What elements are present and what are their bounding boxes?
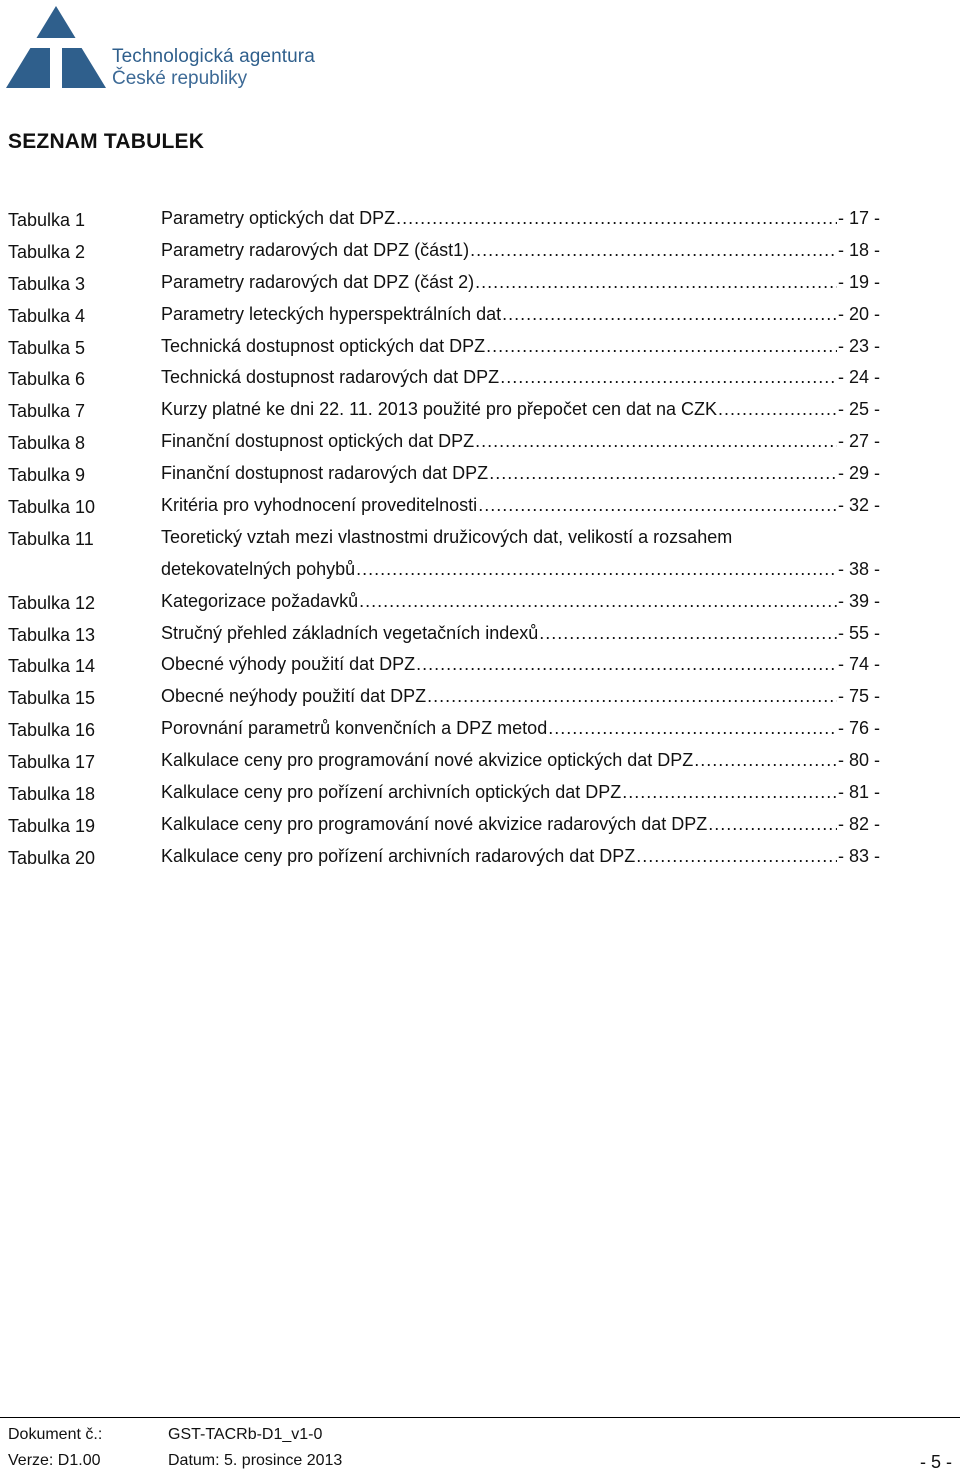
table-list bbox=[8, 206, 880, 876]
toc-entry-title: Technická dostupnost optických dat DPZ bbox=[161, 335, 486, 356]
toc-entry[interactable] bbox=[8, 748, 880, 780]
toc-entry-page: - 38 - bbox=[837, 558, 880, 579]
toc-entry-page: - 74 - bbox=[837, 654, 880, 675]
toc-entry-body bbox=[161, 458, 880, 490]
dot-leader bbox=[548, 713, 837, 745]
toc-entry-body bbox=[161, 809, 880, 841]
toc-entry[interactable] bbox=[8, 780, 880, 812]
dot-leader bbox=[475, 426, 837, 458]
toc-entry-title: Kalkulace ceny pro programování nové akvizice optických dat DPZ bbox=[161, 750, 694, 771]
toc-entry[interactable] bbox=[8, 493, 880, 525]
toc-entry-label: Tabulka 1 bbox=[8, 210, 86, 230]
toc-entry-label: Tabulka 20 bbox=[8, 847, 96, 868]
toc-entry[interactable] bbox=[8, 716, 880, 748]
dot-leader bbox=[356, 554, 837, 586]
toc-entry-page: - 76 - bbox=[837, 718, 880, 739]
toc-entry-page: - 23 - bbox=[837, 335, 880, 356]
toc-entry-body bbox=[161, 681, 880, 713]
toc-entry[interactable] bbox=[8, 429, 880, 461]
dot-leader bbox=[478, 490, 837, 522]
toc-entry-body bbox=[161, 235, 880, 267]
toc-entry[interactable] bbox=[8, 621, 880, 653]
toc-entry-title: detekovatelných pohybů bbox=[161, 558, 356, 579]
dot-leader bbox=[539, 618, 837, 650]
footer-doc-value: GST-TACRb-D1_v1-0 bbox=[168, 1426, 323, 1443]
toc-entry[interactable] bbox=[8, 812, 880, 844]
toc-entry[interactable] bbox=[8, 589, 880, 621]
toc-entry-body bbox=[161, 618, 880, 650]
dot-leader bbox=[502, 299, 837, 331]
toc-entry-title: Teoretický vztah mezi vlastnostmi družicových dat, velikostí a rozsahem bbox=[161, 526, 733, 547]
toc-entry[interactable] bbox=[8, 397, 880, 429]
toc-entry-label: Tabulka 4 bbox=[8, 305, 86, 326]
toc-entry-page: - 29 - bbox=[837, 463, 880, 484]
toc-entry[interactable] bbox=[8, 206, 880, 238]
logo-line-2: České republiky bbox=[112, 68, 248, 89]
toc-entry-page: - 83 - bbox=[837, 845, 880, 866]
toc-entry[interactable] bbox=[8, 461, 880, 493]
dot-leader bbox=[622, 777, 837, 809]
logo-text bbox=[112, 46, 315, 90]
toc-entry-label: Tabulka 17 bbox=[8, 752, 96, 773]
toc-entry-label: Tabulka 6 bbox=[8, 369, 86, 390]
dot-leader bbox=[427, 681, 837, 713]
toc-entry-body bbox=[161, 267, 880, 299]
toc-entry-page: - 82 - bbox=[837, 813, 880, 834]
toc-entry-title: Kurzy platné ke dni 22. 11. 2013 použité pro přepočet cen dat na CZK bbox=[161, 399, 718, 420]
toc-entry-page: - 25 - bbox=[837, 399, 880, 420]
toc-entry-title: Finanční dostupnost optických dat DPZ bbox=[161, 431, 475, 452]
footer-version: Verze: D1.00 bbox=[8, 1452, 101, 1469]
footer-doc-label: Dokument č.: bbox=[8, 1426, 103, 1443]
toc-entry-label: Tabulka 15 bbox=[8, 688, 96, 709]
toc-entry-label: Tabulka 14 bbox=[8, 656, 96, 677]
toc-entry-body bbox=[161, 777, 880, 809]
dot-leader bbox=[416, 649, 837, 681]
toc-entry-title: Kritéria pro vyhodnocení proveditelnosti bbox=[161, 495, 478, 516]
toc-entry-body bbox=[161, 522, 880, 586]
dot-leader bbox=[718, 394, 837, 426]
toc-entry-body bbox=[161, 713, 880, 745]
toc-entry-title: Finanční dostupnost radarových dat DPZ bbox=[161, 463, 489, 484]
toc-entry-title: Obecné neýhody použití dat DPZ bbox=[161, 686, 427, 707]
page-heading: SEZNAM TABULEK bbox=[8, 130, 205, 153]
toc-entry-page: - 75 - bbox=[837, 686, 880, 707]
dot-leader bbox=[636, 841, 837, 873]
logo-line-1: Technologická agentura bbox=[112, 46, 315, 67]
toc-entry-page: - 24 - bbox=[837, 367, 880, 388]
toc-entry-title: Parametry radarových dat DPZ (část 2) bbox=[161, 271, 475, 292]
toc-entry-page: - 17 - bbox=[837, 208, 880, 228]
toc-entry-body bbox=[161, 362, 880, 394]
logo-mark-icon bbox=[6, 4, 106, 90]
toc-entry-label: Tabulka 18 bbox=[8, 784, 96, 805]
dot-leader bbox=[359, 586, 837, 618]
toc-entry-page: - 18 - bbox=[837, 239, 880, 260]
dot-leader bbox=[486, 331, 837, 363]
toc-entry-page: - 20 - bbox=[837, 303, 880, 324]
toc-entry-body bbox=[161, 649, 880, 681]
toc-entry-body bbox=[161, 203, 880, 235]
toc-entry-label: Tabulka 9 bbox=[8, 465, 86, 486]
toc-entry-title: Kalkulace ceny pro pořízení archivních optických dat DPZ bbox=[161, 782, 622, 803]
toc-entry-title: Kategorizace požadavků bbox=[161, 590, 359, 611]
toc-entry-title: Kalkulace ceny pro programování nové akvizice radarových dat DPZ bbox=[161, 813, 708, 834]
toc-entry[interactable] bbox=[8, 302, 880, 334]
toc-entry-body bbox=[161, 299, 880, 331]
footer-divider bbox=[0, 1417, 960, 1418]
toc-entry-label: Tabulka 13 bbox=[8, 624, 96, 645]
toc-entry-body bbox=[161, 426, 880, 458]
toc-entry[interactable] bbox=[8, 652, 880, 684]
toc-entry-title: Kalkulace ceny pro pořízení archivních radarových dat DPZ bbox=[161, 845, 636, 866]
dot-leader bbox=[489, 458, 837, 490]
toc-entry-page: - 32 - bbox=[837, 495, 880, 516]
toc-entry-label: Tabulka 11 bbox=[8, 528, 94, 549]
toc-entry-page: - 39 - bbox=[837, 590, 880, 611]
dot-leader bbox=[396, 203, 837, 235]
toc-entry[interactable] bbox=[8, 844, 880, 876]
toc-entry-page: - 55 - bbox=[837, 622, 880, 643]
toc-entry[interactable] bbox=[8, 525, 880, 589]
dot-leader bbox=[500, 362, 837, 394]
footer-date: Datum: 5. prosince 2013 bbox=[168, 1452, 343, 1469]
toc-entry-body bbox=[161, 841, 880, 873]
agency-logo bbox=[6, 4, 326, 90]
toc-entry-title: Parametry leteckých hyperspektrálních dat bbox=[161, 303, 502, 324]
toc-entry[interactable] bbox=[8, 238, 880, 270]
toc-entry[interactable] bbox=[8, 684, 880, 716]
toc-entry-label: Tabulka 2 bbox=[8, 241, 86, 262]
toc-entry-label: Tabulka 10 bbox=[8, 497, 96, 518]
dot-leader bbox=[694, 745, 837, 777]
toc-entry-title: Obecné výhody použití dat DPZ bbox=[161, 654, 416, 675]
toc-entry-body bbox=[161, 490, 880, 522]
toc-entry-page: - 80 - bbox=[837, 750, 880, 771]
toc-entry-page: - 81 - bbox=[837, 782, 880, 803]
toc-entry-body bbox=[161, 394, 880, 426]
toc-entry-label: Tabulka 3 bbox=[8, 273, 86, 294]
toc-entry-label: Tabulka 5 bbox=[8, 337, 86, 358]
toc-entry-title: Technická dostupnost radarových dat DPZ bbox=[161, 367, 500, 388]
toc-entry-body bbox=[161, 331, 880, 363]
toc-entry-title: Stručný přehled základních vegetačních indexů bbox=[161, 622, 539, 643]
toc-entry-label: Tabulka 12 bbox=[8, 592, 96, 613]
toc-entry-label: Tabulka 16 bbox=[8, 720, 96, 741]
dot-leader bbox=[708, 809, 837, 841]
toc-entry-body bbox=[161, 586, 880, 618]
toc-entry-body bbox=[161, 745, 880, 777]
toc-entry-label: Tabulka 7 bbox=[8, 401, 86, 422]
toc-entry-title: Parametry optických dat DPZ bbox=[161, 208, 396, 228]
dot-leader bbox=[475, 267, 837, 299]
toc-entry[interactable] bbox=[8, 365, 880, 397]
toc-entry-page: - 19 - bbox=[837, 271, 880, 292]
toc-entry-page: - 27 - bbox=[837, 431, 880, 452]
toc-entry-label: Tabulka 8 bbox=[8, 433, 86, 454]
toc-entry[interactable] bbox=[8, 270, 880, 302]
toc-entry-title: Parametry radarových dat DPZ (část1) bbox=[161, 239, 470, 260]
footer-page-number: - 5 - bbox=[919, 1452, 952, 1472]
toc-entry-title: Porovnání parametrů konvenčních a DPZ metod bbox=[161, 718, 548, 739]
dot-leader bbox=[470, 235, 837, 267]
toc-entry-label: Tabulka 19 bbox=[8, 815, 96, 836]
toc-entry[interactable] bbox=[8, 334, 880, 366]
